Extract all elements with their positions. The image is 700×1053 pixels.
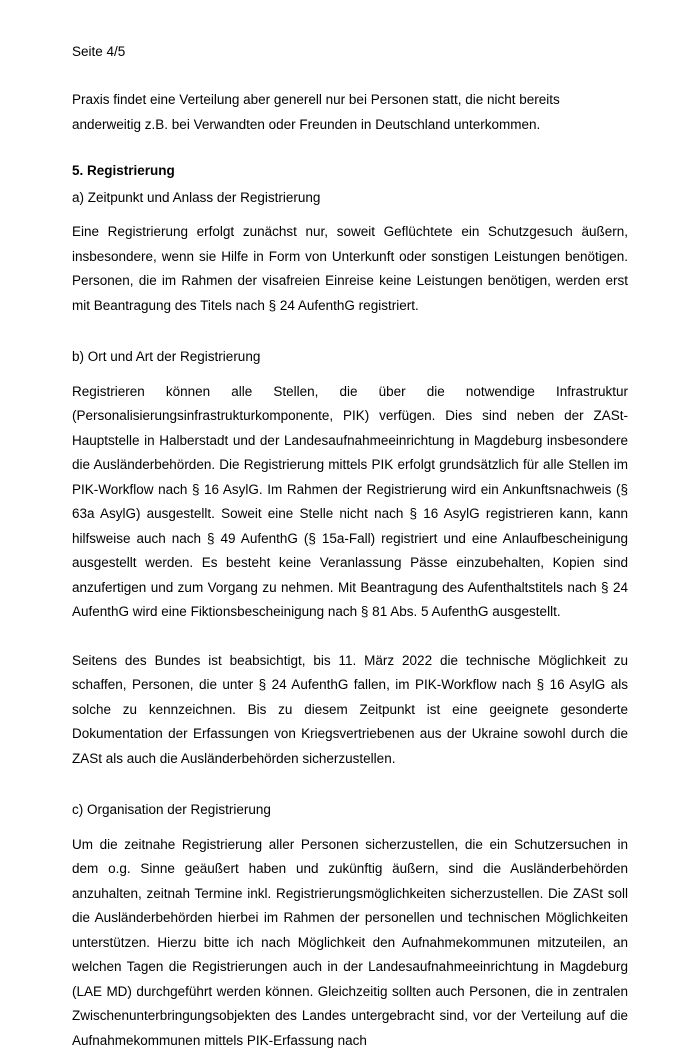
- subsection-c-paragraph: Um die zeitnahe Registrierung aller Personen sicherzustellen, die ein Schutzersuchen in dem o.g. Sinne geäußert haben und zukünftig äußern, sind die Ausländerbehörden anzuhalten, zeitnah Termine inkl. Registrierungsmöglichkeiten sicherzustellen. Die ZASt soll die Ausländerbehörden hierbei im Rahmen der personellen und technischen Möglichkeiten unterstützen. Hierzu bitte ich nach Möglichkeit den Aufnahmekommunen mitzuteilen, an welchen Tagen die Registrierungen auch in der Landesaufnahmeeinrichtung in Magdeburg (LAE MD) durchgeführt werden können. Gleichzeitig sollten auch Personen, die in zentralen Zwischenunterbringungsobjekten des Landes untergebracht sind, vor der Verteilung auf die Aufnahmekommunen mittels PIK-Erfassung nach: [72, 833, 628, 1053]
- subsection-b-paragraph-1: Registrieren können alle Stellen, die über die notwendige Infrastruktur (Personalisierungsinfrastrukturkomponente, PIK) verfügen. Dies sind neben der ZASt-Hauptstelle in Halberstadt und der Landesaufnahmeeinrichtung in Magdeburg insbesondere die Ausländerbehörden. Die Registrierung mittels PIK erfolgt grundsätzlich für alle Stellen im PIK-Workflow nach § 16 AsylG. Im Rahmen der Registrierung wird ein Ankunftsnachweis (§ 63a AsylG) ausgestellt. Soweit eine Stelle nicht nach § 16 AsylG registrieren kann, kann hilfsweise auch nach § 49 AufenthG (§ 15a-Fall) registriert und eine Anlaufbescheinigung ausgestellt werden. Es besteht keine Veranlassung Pässe einzubehalten, Kopien sind anzufertigen und zum Vorgang zu nehmen. Mit Beantragung des Aufenthaltstitels nach § 24 AufenthG wird eine Fiktionsbescheinigung nach § 81 Abs. 5 AufenthG ausgestellt.: [72, 380, 628, 625]
- subsection-b-paragraph-2: Seitens des Bundes ist beabsichtigt, bis 11. März 2022 die technische Möglichkeit zu schaffen, Personen, die unter § 24 AufenthG fallen, im PIK-Workflow nach § 16 AsylG als solche zu kennzeichnen. Bis zu diesem Zeitpunkt ist eine geeignete gesonderte Dokumentation der Erfassungen von Kriegsvertriebenen aus der Ukraine sowohl durch die ZASt als auch die Ausländerbehörden sicherzustellen.: [72, 649, 628, 772]
- subsection-c-heading: c) Organisation der Registrierung: [72, 798, 628, 823]
- page-number: Seite 4/5: [72, 43, 125, 61]
- subsection-a-heading: a) Zeitpunkt und Anlass der Registrierung: [72, 186, 628, 211]
- document-body: [72, 88, 628, 1053]
- subsection-b-heading: b) Ort und Art der Registrierung: [72, 345, 628, 370]
- intro-paragraph: Praxis findet eine Verteilung aber generell nur bei Personen statt, die nicht bereits anderweitig z.B. bei Verwandten oder Freunden in Deutschland unterkommen.: [72, 88, 628, 137]
- section-title: 5. Registrierung: [72, 159, 628, 184]
- subsection-a-paragraph: Eine Registrierung erfolgt zunächst nur, soweit Geflüchtete ein Schutzgesuch äußern, insbesondere, wenn sie Hilfe in Form von Unterkunft oder sonstigen Leistungen benötigen. Personen, die im Rahmen der visafreien Einreise keine Leistungen benötigen, werden erst mit Beantragung des Titels nach § 24 AufenthG registriert.: [72, 220, 628, 318]
